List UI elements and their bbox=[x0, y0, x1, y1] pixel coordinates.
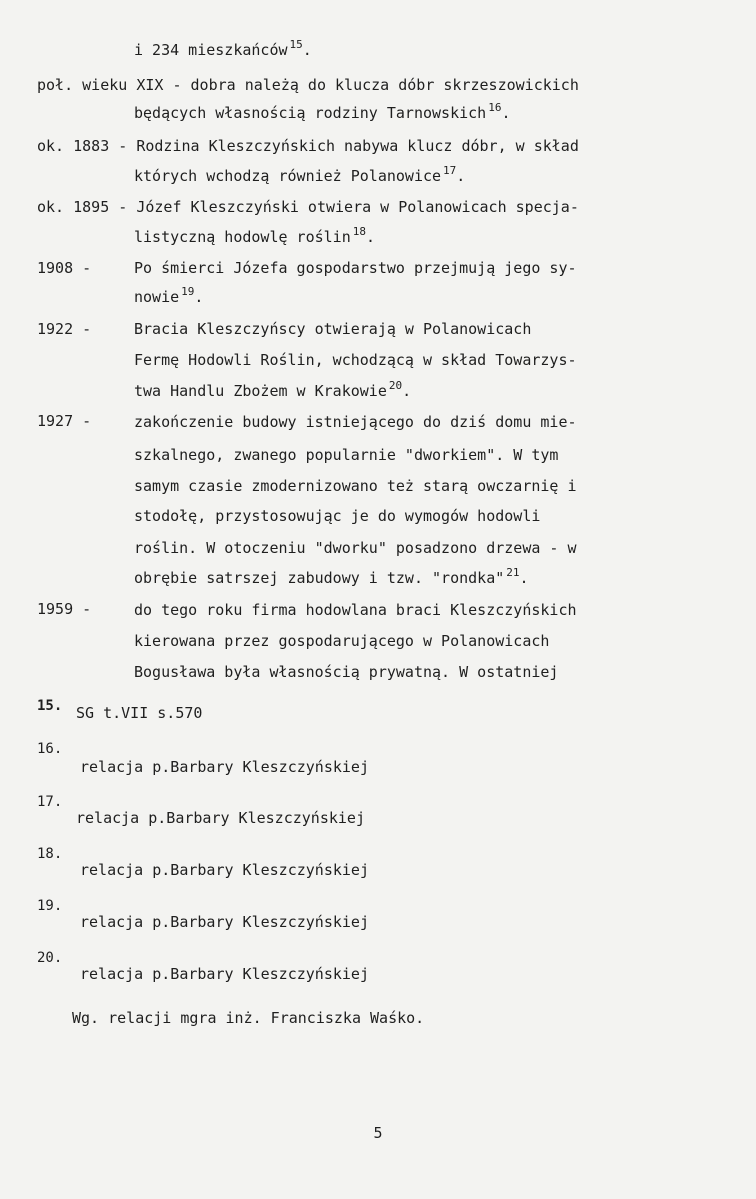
text-line: ok. 1895 - Józef Kleszczyński otwiera w Polanowicach specja- bbox=[37, 198, 579, 216]
text-line: twa Handlu Zbożem w Krakowie $^{20}$. bbox=[134, 379, 412, 400]
year-label: 1908 - bbox=[37, 259, 92, 277]
footnote-ref: 18 bbox=[352, 225, 366, 238]
text-line: obrębie satrszej zabudowy i tzw. "rondka" $^{21}$. bbox=[134, 566, 529, 587]
footnote-ref: 16 bbox=[488, 101, 502, 114]
footnote-number: 20. bbox=[37, 950, 63, 966]
text-line: Fermę Hodowli Roślin, wchodzącą w skład Towarzys- bbox=[134, 351, 577, 369]
footnote-ref: 21 bbox=[506, 566, 520, 579]
text-line: nowie $^{19}$. bbox=[134, 285, 204, 306]
text-line: i 234 mieszkańców $^{15}$. bbox=[134, 38, 312, 59]
text-line: szkalnego, zwanego popularnie "dworkiem". W tym bbox=[134, 446, 559, 464]
footnote-ref: 15 bbox=[289, 38, 303, 51]
footnote-text: relacja p.Barbary Kleszczyńskiej bbox=[80, 758, 369, 776]
text-line: będących własnością rodziny Tarnowskich $^{16}$. bbox=[134, 101, 511, 122]
text-line: Bracia Kleszczyńscy otwierają w Polanowicach bbox=[134, 320, 532, 338]
footnote-text: relacja p.Barbary Kleszczyńskiej bbox=[80, 965, 369, 983]
footnote-number: 17. bbox=[37, 794, 63, 810]
page-number: 5 bbox=[373, 1124, 383, 1142]
footnote-ref: 19 bbox=[181, 285, 195, 298]
text-line: stodołę, przystosowując je do wymogów hodowli bbox=[134, 507, 541, 525]
year-label: 1959 - bbox=[37, 600, 92, 618]
text-line: roślin. W otoczeniu "dworku" posadzono drzewa - w bbox=[134, 539, 577, 557]
footnote-text: SG t.VII s.570 bbox=[76, 704, 203, 722]
footnote-number: 18. bbox=[37, 846, 63, 862]
footnote-text: relacja p.Barbary Kleszczyńskiej bbox=[76, 809, 365, 827]
text-line: kierowana przez gospodarującego w Polanowicach bbox=[134, 632, 550, 650]
text-line: ok. 1883 - Rodzina Kleszczyńskich nabywa klucz dóbr, w skład bbox=[37, 137, 579, 155]
text-line: do tego roku firma hodowlana braci Kleszczyńskich bbox=[134, 601, 577, 619]
year-label: 1922 - bbox=[37, 320, 92, 338]
footnote-number: 16. bbox=[37, 741, 63, 757]
footnote-ref: 20 bbox=[388, 379, 403, 392]
footnote-ref: 17 bbox=[443, 164, 457, 177]
source-note: Wg. relacji mgra inż. Franciszka Waśko. bbox=[72, 1009, 425, 1027]
text-line: zakończenie budowy istniejącego do dziś domu mie- bbox=[134, 413, 577, 431]
text-line: których wchodzą również Polanowice $^{17}$. bbox=[134, 164, 466, 185]
text-line: Po śmierci Józefa gospodarstwo przejmują jego sy- bbox=[134, 259, 577, 277]
footnote-text: relacja p.Barbary Kleszczyńskiej bbox=[80, 913, 369, 931]
text-line: samym czasie zmodernizowano też starą owczarnię i bbox=[134, 477, 577, 495]
text-line: Bogusława była własnością prywatną. W ostatniej bbox=[134, 663, 559, 681]
footnote-number: 15. bbox=[37, 698, 63, 714]
footnote-number: 19. bbox=[37, 898, 63, 914]
text-line: poł. wieku XIX - dobra należą do klucza dóbr skrzeszowickich bbox=[37, 76, 579, 94]
footnote-text: relacja p.Barbary Kleszczyńskiej bbox=[80, 861, 369, 879]
text-line: listyczną hodowlę roślin $^{18}$. bbox=[134, 225, 376, 246]
year-label: 1927 - bbox=[37, 412, 92, 430]
